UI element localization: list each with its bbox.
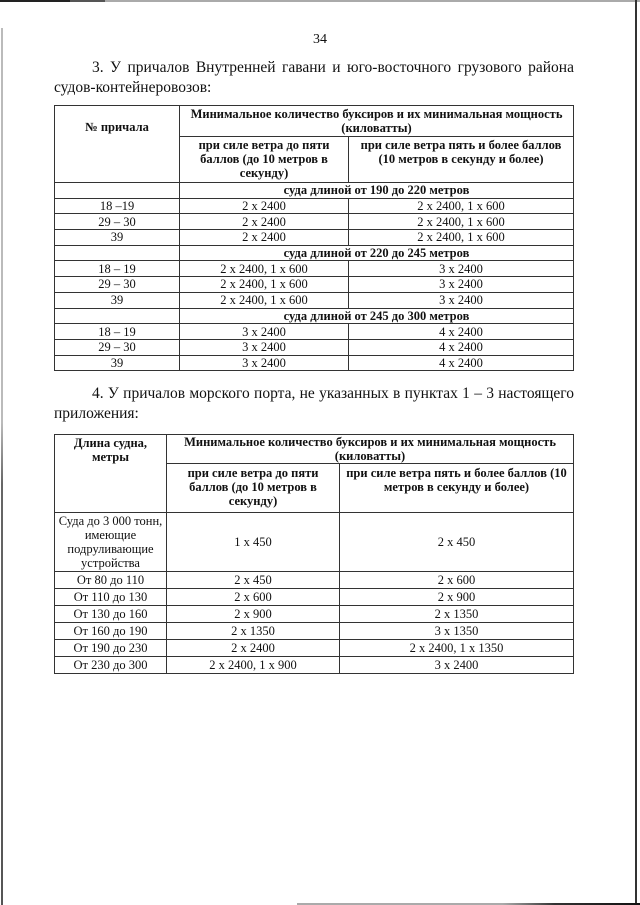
wind-low-cell: 2 x 2400 <box>167 640 340 657</box>
header-berth-number: № причала <box>55 106 180 183</box>
header-wind-five-plus: при силе ветра пять и более баллов (10 метров в секунду и более) <box>349 137 574 183</box>
wind-low-cell: 3 x 2400 <box>180 324 349 340</box>
scan-border-left <box>1 28 3 905</box>
group-row <box>55 245 574 261</box>
wind-low-cell: 2 x 450 <box>167 572 340 589</box>
header-wind-five-plus: при силе ветра пять и более баллов (10 метров в секунду и более) <box>340 464 574 513</box>
wind-high-cell: 2 x 2400, 1 x 600 <box>349 230 574 246</box>
length-cell: От 190 до 230 <box>55 640 167 657</box>
berth-cell: 39 <box>55 292 180 308</box>
berth-tug-requirements-table <box>54 105 574 371</box>
wind-high-cell: 2 x 2400, 1 x 600 <box>349 198 574 214</box>
table-row <box>55 606 574 623</box>
wind-low-cell: 2 x 2400, 1 x 600 <box>180 261 349 277</box>
scan-border-right <box>635 0 637 905</box>
table-row <box>55 589 574 606</box>
section-4-paragraph: 4. У причалов морского порта, не указанных в пунктах 1 – 3 настоящего приложения: <box>54 385 574 422</box>
table-row <box>55 513 574 572</box>
berth-cell: 18 –19 <box>55 198 180 214</box>
length-cell: От 130 до 160 <box>55 606 167 623</box>
length-cell: Суда до 3 000 тонн, имеющие подруливающие устройства <box>55 513 167 572</box>
table-row <box>55 292 574 308</box>
header-min-tugs-power: Минимальное количество буксиров и их минимальная мощность (киловатты) <box>180 106 574 137</box>
header-vessel-length: Длина судна, метры <box>55 435 167 513</box>
table-row <box>55 355 574 371</box>
table-header-row <box>55 106 574 137</box>
wind-high-cell: 2 x 900 <box>340 589 574 606</box>
wind-high-cell: 3 x 2400 <box>340 657 574 674</box>
wind-high-cell: 2 x 2400, 1 x 600 <box>349 214 574 230</box>
berth-cell: 29 – 30 <box>55 339 180 355</box>
wind-high-cell: 4 x 2400 <box>349 355 574 371</box>
wind-high-cell: 4 x 2400 <box>349 339 574 355</box>
table-row <box>55 657 574 674</box>
table-header-row <box>55 435 574 464</box>
scan-border-top <box>0 0 640 2</box>
wind-high-cell: 3 x 2400 <box>349 292 574 308</box>
group-row <box>55 183 574 199</box>
berth-cell: 39 <box>55 230 180 246</box>
wind-low-cell: 2 x 900 <box>167 606 340 623</box>
table-row <box>55 572 574 589</box>
group-empty-cell <box>55 183 180 199</box>
wind-low-cell: 1 x 450 <box>167 513 340 572</box>
header-wind-under-five: при силе ветра до пяти баллов (до 10 метров в секунду) <box>167 464 340 513</box>
table-row <box>55 640 574 657</box>
table-row <box>55 324 574 340</box>
wind-low-cell: 2 x 2400 <box>180 214 349 230</box>
wind-high-cell: 3 x 1350 <box>340 623 574 640</box>
berth-cell: 29 – 30 <box>55 214 180 230</box>
wind-high-cell: 2 x 2400, 1 x 1350 <box>340 640 574 657</box>
wind-low-cell: 3 x 2400 <box>180 355 349 371</box>
table-row <box>55 230 574 246</box>
wind-low-cell: 2 x 600 <box>167 589 340 606</box>
wind-high-cell: 2 x 450 <box>340 513 574 572</box>
length-cell: От 230 до 300 <box>55 657 167 674</box>
group-empty-cell <box>55 245 180 261</box>
wind-high-cell: 3 x 2400 <box>349 261 574 277</box>
wind-high-cell: 2 x 1350 <box>340 606 574 623</box>
length-cell: От 160 до 190 <box>55 623 167 640</box>
wind-low-cell: 2 x 2400 <box>180 230 349 246</box>
table-row <box>55 214 574 230</box>
berth-cell: 18 – 19 <box>55 261 180 277</box>
group-label: суда длиной от 245 до 300 метров <box>180 308 574 324</box>
section-3-paragraph: 3. У причалов Внутренней гавани и юго-восточного грузового района судов-контейнеровозов: <box>54 59 574 96</box>
table-row <box>55 277 574 293</box>
header-min-tugs-power: Минимальное количество буксиров и их минимальная мощность (киловатты) <box>167 435 574 464</box>
berth-cell: 18 – 19 <box>55 324 180 340</box>
table-row <box>55 623 574 640</box>
berth-cell: 39 <box>55 355 180 371</box>
wind-low-cell: 3 x 2400 <box>180 339 349 355</box>
wind-low-cell: 2 x 2400 <box>180 198 349 214</box>
table-row <box>55 339 574 355</box>
wind-high-cell: 3 x 2400 <box>349 277 574 293</box>
group-empty-cell <box>55 308 180 324</box>
wind-low-cell: 2 x 2400, 1 x 600 <box>180 277 349 293</box>
group-label: суда длиной от 190 до 220 метров <box>180 183 574 199</box>
length-cell: От 80 до 110 <box>55 572 167 589</box>
page-number: 34 <box>313 32 327 47</box>
wind-low-cell: 2 x 1350 <box>167 623 340 640</box>
table-row <box>55 261 574 277</box>
berth-cell: 29 – 30 <box>55 277 180 293</box>
header-wind-under-five: при силе ветра до пяти баллов (до 10 метров в секунду) <box>180 137 349 183</box>
wind-low-cell: 2 x 2400, 1 x 600 <box>180 292 349 308</box>
wind-high-cell: 4 x 2400 <box>349 324 574 340</box>
length-cell: От 110 до 130 <box>55 589 167 606</box>
table-row <box>55 198 574 214</box>
wind-high-cell: 2 x 600 <box>340 572 574 589</box>
group-label: суда длиной от 220 до 245 метров <box>180 245 574 261</box>
wind-low-cell: 2 x 2400, 1 x 900 <box>167 657 340 674</box>
group-row <box>55 308 574 324</box>
vessel-length-tug-requirements-table <box>54 434 574 674</box>
